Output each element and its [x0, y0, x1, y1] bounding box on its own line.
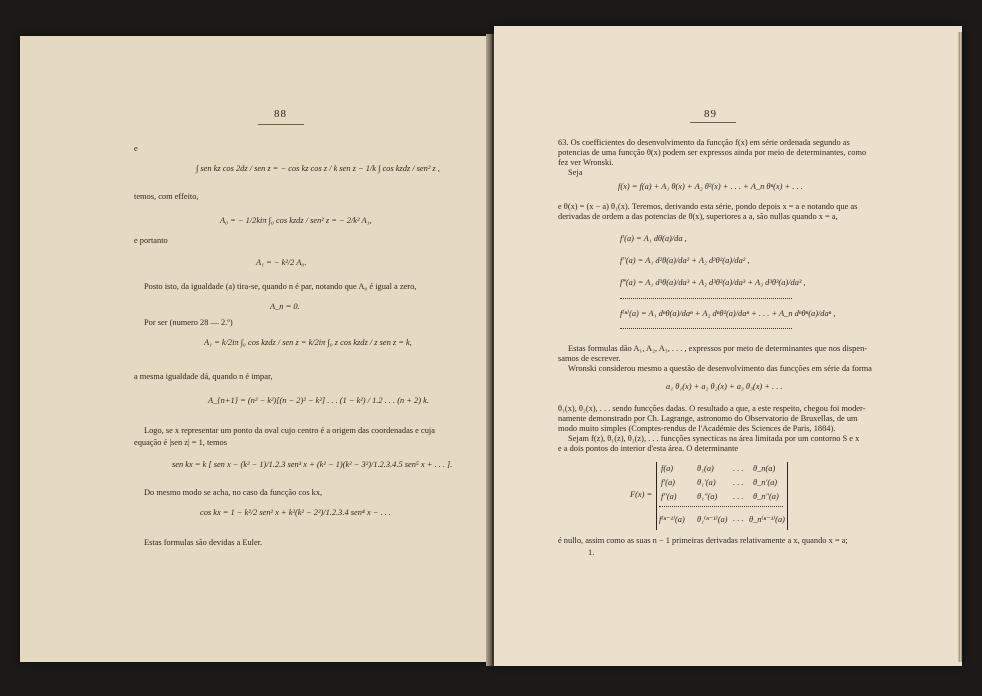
text-line: é nullo, assim como as suas n − 1 primeiras derivadas relativamente a x, quando x = a; — [558, 536, 848, 545]
text-line: Por ser (numero 28 — 2.º) — [144, 318, 233, 327]
det-cell: θ_n″(a) — [753, 492, 779, 501]
equation: f′(a) = A₁ dθ(a)/da , — [620, 234, 687, 243]
text-line: e θ(x) = (x − a) θ₁(x). Teremos, derivando esta série, pondo depois x = a e notando que as — [558, 202, 858, 211]
det-cell: θ_n(a) — [753, 464, 776, 473]
equation: f″(a) = A₁ d²θ(a)/da² + A₂ d²θ²(a)/da² , — [620, 256, 750, 265]
dotted-line — [620, 298, 792, 299]
book-spread — [18, 26, 964, 672]
equation: a₁ θ₁(x) + a₂ θ₂(x) + a₃ θ₃(x) + . . . — [666, 382, 783, 391]
equation: A₁ = − k²/2 A₀. — [256, 258, 307, 267]
text-line: temos, com effeito, — [134, 192, 199, 201]
page-number: 89 — [704, 108, 717, 120]
text-line: Sejam f(z), θ₁(z), θ₂(z), . . . funcções synecticas na área limitada por um contorno S e x — [568, 434, 860, 443]
equation: f(x) = f(a) + A₁ θ(x) + A₂ θ²(x) + . . . + A_n θⁿ(x) + . . . — [618, 182, 803, 191]
signature-mark: 1. — [588, 548, 595, 557]
page-number-rule — [690, 122, 736, 123]
text-line: e — [134, 144, 138, 153]
determinant — [656, 462, 788, 530]
left-page — [20, 36, 490, 662]
text-line: Seja — [568, 168, 583, 177]
determinant-label: F(x) = — [630, 490, 653, 499]
text-line: e a dois pontos do interior d'esta área. O determinante — [558, 444, 739, 453]
det-cell: . . . — [733, 478, 744, 487]
page-number-rule — [258, 124, 304, 125]
det-cell: θ₁(a) — [697, 464, 714, 473]
dotted-line — [620, 328, 792, 329]
equation: cos kx = 1 − k²/2 sen² x + k²(k² − 2²)/1.2.3.4 sen⁴ x − . . . — [200, 508, 391, 517]
det-cell: . . . — [733, 492, 744, 501]
text-line: Wronski considerou mesmo a questão de desenvolvimento das funcções em série da forma — [568, 364, 872, 373]
equation: ∫ sen kz cos 2dz / sen z = − cos kz cos z / k sen z − 1/k ∫ cos kzdz / sen² z , — [196, 164, 440, 173]
equation: A_n = 0. — [270, 302, 300, 311]
text-line: 63. Os coefficientes do desenvolvimento da funcção f(x) em série ordenada segundo as — [558, 138, 850, 147]
text-line: equação é |sen z| = 1, temos — [134, 438, 227, 447]
det-cell: θ₁′(a) — [697, 478, 716, 487]
equation: A_{n+1} = (n² − k²)[(n − 2)² − k²] . . . (1 − k²) / 1.2 . . . (n + 2) k. — [208, 396, 429, 405]
text-line: potencias de uma funcção θ(x) podem ser expressos ainda por meio de determinantes, como — [558, 148, 867, 157]
text-line: fez ver Wronski. — [558, 158, 614, 167]
equation: sen kx = k [ sen x − (k² − 1)/1.2.3 sen³ x + (k² − 1)(k² − 3²)/1.2.3.4.5 sen⁵ x + . . . ]. — [172, 460, 453, 469]
det-cell: f′(a) — [661, 478, 675, 487]
equation: A₀ = − 1/2kiπ ∫₀ cos kzdz / sen² z = − 2/k² A₁, — [220, 216, 372, 225]
det-cell: θ_n⁽ⁿ⁻¹⁾(a) — [749, 515, 785, 524]
text-line: modo muito simples (Comptes-rendus de l'Académie des Sciences de Paris, 1884). — [558, 424, 836, 433]
text-line: Logo, se x representar um ponto da oval cujo centro é a origem das coordenadas e cuja — [144, 426, 435, 435]
det-cell: . . . — [733, 514, 744, 523]
det-cell: θ₁″(a) — [697, 492, 718, 501]
det-cell: f(a) — [661, 464, 674, 473]
det-cell: θ_n′(a) — [753, 478, 778, 487]
equation: f‴(a) = A₁ d³θ(a)/da³ + A₂ d³θ²(a)/da³ + A₃ d³θ³(a)/da³ , — [620, 278, 806, 287]
text-line: a mesma igualdade dá, quando n é impar, — [134, 372, 273, 381]
page-number: 88 — [274, 108, 287, 120]
text-line: Estas formulas dão A₁, A₂, A₃, . . . , expressos por meio de determinantes que nos dispen- — [568, 344, 868, 353]
det-cell: f″(a) — [661, 492, 677, 501]
equation: A₁ = k/2iπ ∫₀ cos kzdz / sen z = k/2iπ ∫₀ z cos kzdz / z sen z = k, — [204, 338, 412, 347]
text-line: derivadas de ordem a das potencias de θ(x), superiores a a, são nullas quando x = a, — [558, 212, 838, 221]
det-cell: . . . — [733, 464, 744, 473]
text-line: Posto isto, da igualdade (a) tira-se, quando n é par, notando que A₀ é igual a zero, — [144, 282, 417, 291]
text-line: Do mesmo modo se acha, no caso da funcção cos kx, — [144, 488, 323, 497]
right-page — [494, 26, 962, 666]
text-line: samos de escrever. — [558, 354, 621, 363]
text-line: Estas formulas são devidas a Euler. — [144, 538, 263, 547]
text-line: e portanto — [134, 236, 168, 245]
det-cell: θ₁⁽ⁿ⁻¹⁾(a) — [697, 515, 728, 524]
page-edge-stack — [958, 32, 962, 662]
text-line: namente demonstrado por Ch. Lagrange, astronomo do Observatorio de Bruxellas, de um — [558, 414, 858, 423]
dotted-line — [659, 506, 783, 507]
det-cell: f⁽ⁿ⁻¹⁾(a) — [659, 515, 685, 524]
text-line: θ₁(x), θ₂(x), . . . sendo funcções dadas. O resultado a que, a este respeito, chegou foi moder- — [558, 404, 866, 413]
equation: f⁽ⁿ⁾(a) = A₁ dⁿθ(a)/daⁿ + A₂ dⁿθ²(a)/daⁿ + . . . + A_n dⁿθⁿ(a)/daⁿ , — [620, 309, 836, 318]
